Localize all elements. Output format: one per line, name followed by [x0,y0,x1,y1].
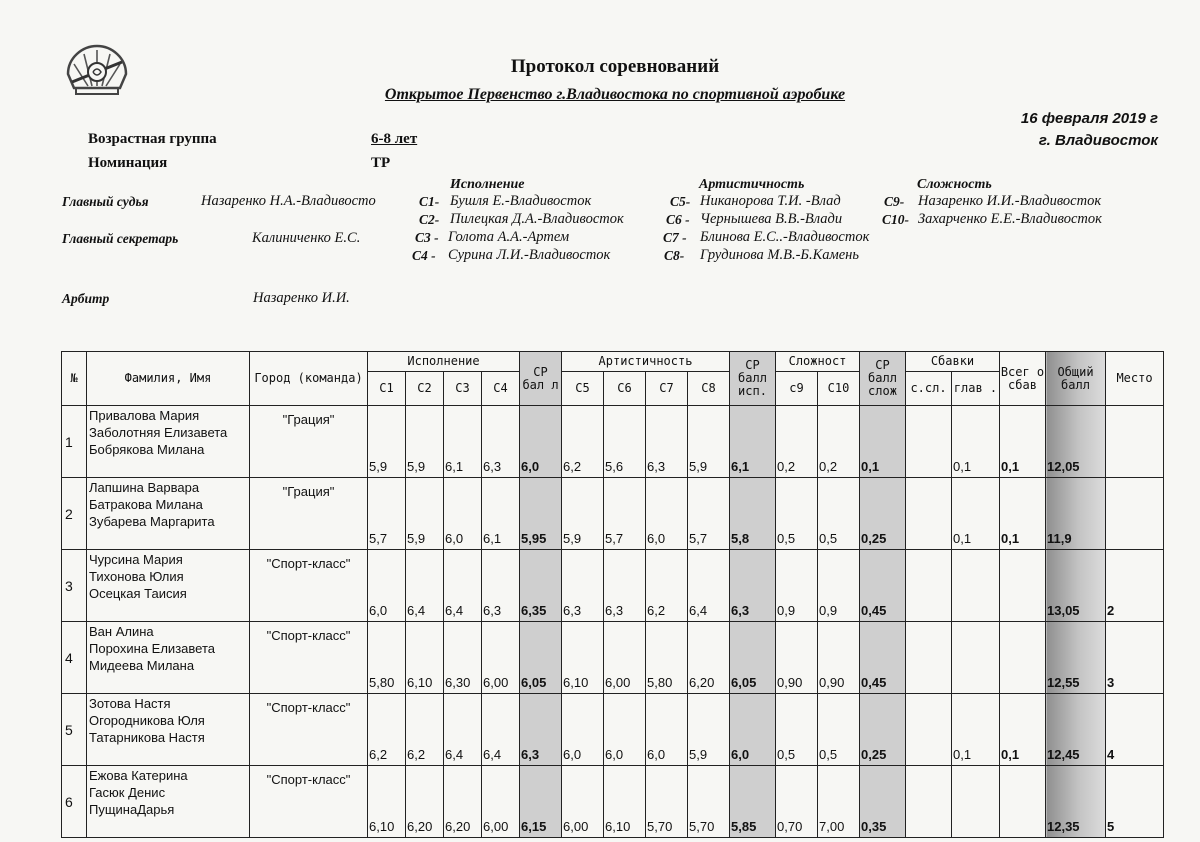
score-c5: 6,3 [562,550,604,622]
participant-names [87,622,250,694]
score-c2: 5,9 [406,478,444,550]
sr-difficulty: 0,35 [860,766,906,838]
participant-name: Батракова Милана [89,497,203,512]
page-title: Протокол соревнований [510,56,720,77]
judge-code-c7: C7 - [663,230,687,245]
judge-code-c1: C1- [419,194,440,209]
score-c4: 6,4 [482,694,520,766]
deduction-sj [906,766,952,838]
deduction-sj [906,406,952,478]
score-c3: 6,4 [444,694,482,766]
participant-names [87,406,250,478]
header-sr-artistry: СР балл исп. [730,352,776,406]
header-c4: C4 [482,372,520,406]
score-c7: 5,70 [646,766,688,838]
header-ded-main: глав . [952,372,1000,406]
header-total-deductions: Всег о сбав [1000,352,1046,406]
score-c7: 6,2 [646,550,688,622]
team-name: "Грация" [250,406,368,478]
sr-artistry: 6,1 [730,406,776,478]
judge-code-c5: C5- [670,194,691,209]
participant-name: Осецкая Таисия [89,586,187,601]
table-row [62,766,1164,838]
judge-name-c9: Назаренко И.И.-Владивосток [918,193,1102,209]
score-c10: 0,9 [818,550,860,622]
judge-code-c9: C9- [884,194,905,209]
place [1106,406,1164,478]
nomination-label: Номинация [88,155,168,171]
score-c5: 6,00 [562,766,604,838]
score-c5: 6,2 [562,406,604,478]
score-c3: 6,20 [444,766,482,838]
chief-secretary-value: Калиниченко Е.С. [252,230,361,246]
score-c4: 6,1 [482,478,520,550]
participant-name: Бобрякова Милана [89,442,205,457]
judge-name-c6: Чернышева В.В.-Влади [700,211,843,227]
team-name: "Спорт-класс" [250,694,368,766]
score-c9: 0,5 [776,694,818,766]
header-c10: C10 [818,372,860,406]
score-c5: 6,10 [562,622,604,694]
judge-name-c7: Блинова Е.С..-Владивосток [700,229,870,245]
score-c2: 6,10 [406,622,444,694]
participant-name: Мидеева Милана [89,658,195,673]
sr-execution: 6,3 [520,694,562,766]
participant-name: Порохина Елизавета [89,641,215,656]
participant-name: Чурсина Мария [89,552,183,567]
overall-score: 12,45 [1046,694,1106,766]
deduction-total: 0,1 [1000,694,1046,766]
deduction-sj [906,478,952,550]
judge-code-c10: C10- [882,212,909,227]
header-name: Фамилия, Имя [87,352,250,406]
judge-name-c2: Пилецкая Д.А.-Владивосток [450,211,624,227]
header-sr-execution: СР бал л [520,352,562,406]
place: 4 [1106,694,1164,766]
arbiter-value: Назаренко И.И. [253,290,350,306]
place: 2 [1106,550,1164,622]
header-overall: Общий балл [1046,352,1106,406]
header-team: Город (команда) [250,352,368,406]
judge-name-c1: Бушля Е.-Владивосток [450,193,592,209]
team-name: "Спорт-класс" [250,550,368,622]
deduction-sj [906,550,952,622]
score-c6: 6,3 [604,550,646,622]
event-city: г. Владивосток [1038,132,1158,149]
sr-artistry: 6,0 [730,694,776,766]
age-group-value: 6-8 лет [371,131,418,147]
participant-name: Ван Алина [89,624,154,639]
sr-execution: 5,95 [520,478,562,550]
score-c10: 0,5 [818,694,860,766]
participant-name: Зотова Настя [89,696,171,711]
sr-difficulty: 0,25 [860,694,906,766]
score-c9: 0,9 [776,550,818,622]
score-c1: 6,10 [368,766,406,838]
header-c3: C3 [444,372,482,406]
row-number: 5 [62,694,87,766]
sr-artistry: 5,8 [730,478,776,550]
deduction-total [1000,766,1046,838]
table-row [62,406,1164,478]
row-number: 6 [62,766,87,838]
participant-names [87,550,250,622]
header-execution: Исполнение [368,352,520,372]
participant-name: Лапшина Варвара [89,480,200,495]
judge-name-c3: Голота А.А.-Артем [448,229,570,245]
table-row [62,694,1164,766]
score-c7: 5,80 [646,622,688,694]
participant-name: Зубарева Маргарита [89,514,215,529]
header-c8: C8 [688,372,730,406]
competition-subtitle: Открытое Первенство г.Владивостока по спортивной аэробике [384,86,846,103]
score-c4: 6,00 [482,766,520,838]
row-number: 1 [62,406,87,478]
team-name: "Грация" [250,478,368,550]
score-c4: 6,3 [482,550,520,622]
score-c2: 5,9 [406,406,444,478]
judge-code-c8: C8- [664,248,685,263]
place: 5 [1106,766,1164,838]
score-c8: 6,4 [688,550,730,622]
header-c9: с9 [776,372,818,406]
row-number: 4 [62,622,87,694]
artistry-heading: Артистичность [699,177,805,192]
score-c1: 5,9 [368,406,406,478]
score-c2: 6,20 [406,766,444,838]
judge-code-c4: C4 - [412,248,436,263]
judge-name-c8: Грудинова М.В.-Б.Камень [700,247,859,263]
results-table [61,351,1164,838]
deduction-main [952,622,1000,694]
chief-judge-value: Назаренко Н.А.-Владивосто [201,193,376,209]
row-number: 3 [62,550,87,622]
sr-difficulty: 0,45 [860,622,906,694]
participant-name: Огородникова Юля [89,713,205,728]
sr-artistry: 6,05 [730,622,776,694]
score-c2: 6,2 [406,694,444,766]
header-c5: C5 [562,372,604,406]
sr-execution: 6,15 [520,766,562,838]
score-c1: 6,2 [368,694,406,766]
participant-name: Тихонова Юлия [89,569,184,584]
participant-names [87,766,250,838]
score-c7: 6,0 [646,478,688,550]
score-c3: 6,4 [444,550,482,622]
team-name: "Спорт-класс" [250,766,368,838]
score-c8: 5,7 [688,478,730,550]
score-c3: 6,1 [444,406,482,478]
score-c9: 0,70 [776,766,818,838]
deduction-main: 0,1 [952,694,1000,766]
score-c9: 0,90 [776,622,818,694]
score-c6: 5,6 [604,406,646,478]
sr-execution: 6,05 [520,622,562,694]
score-c8: 5,70 [688,766,730,838]
score-c8: 5,9 [688,406,730,478]
score-c6: 6,10 [604,766,646,838]
deduction-total: 0,1 [1000,478,1046,550]
execution-heading: Исполнение [450,177,525,192]
overall-score: 12,35 [1046,766,1106,838]
table-row [62,478,1164,550]
overall-score: 11,9 [1046,478,1106,550]
score-c9: 0,2 [776,406,818,478]
deduction-total [1000,622,1046,694]
sr-artistry: 6,3 [730,550,776,622]
score-c3: 6,0 [444,478,482,550]
overall-score: 13,05 [1046,550,1106,622]
score-c6: 6,0 [604,694,646,766]
sr-artistry: 5,85 [730,766,776,838]
deduction-main: 0,1 [952,406,1000,478]
score-c1: 5,80 [368,622,406,694]
deduction-total [1000,550,1046,622]
header-artistry: Артистичность [562,352,730,372]
header-difficulty: Сложност [776,352,860,372]
header-sr-difficulty: СР балл слож [860,352,906,406]
overall-score: 12,55 [1046,622,1106,694]
deduction-main [952,550,1000,622]
participant-names [87,478,250,550]
deduction-sj [906,694,952,766]
score-c4: 6,00 [482,622,520,694]
score-c6: 6,00 [604,622,646,694]
judge-code-c2: C2- [419,212,440,227]
judge-name-c4: Сурина Л.И.-Владивосток [448,247,611,263]
participant-name: Привалова Мария [89,408,200,423]
score-c10: 0,2 [818,406,860,478]
header-c6: C6 [604,372,646,406]
team-name: "Спорт-класс" [250,622,368,694]
participant-name: Татарникова Настя [89,730,205,745]
sr-execution: 6,0 [520,406,562,478]
chief-secretary-label: Главный секретарь [62,231,179,246]
place [1106,478,1164,550]
header-ded-sj: с.сл. [906,372,952,406]
score-c1: 5,7 [368,478,406,550]
header-deductions: Сбавки [906,352,1000,372]
deduction-total: 0,1 [1000,406,1046,478]
score-c5: 6,0 [562,694,604,766]
arbiter-label: Арбитр [62,291,110,306]
table-row [62,550,1164,622]
difficulty-heading: Сложность [917,177,992,192]
score-c10: 0,5 [818,478,860,550]
event-date: 16 февраля 2019 г [1020,110,1158,127]
judge-name-c10: Захарченко Е.Е.-Владивосток [918,211,1102,227]
participant-names [87,694,250,766]
score-c10: 0,90 [818,622,860,694]
table-row [62,622,1164,694]
participant-name: Заболотняя Елизавета [89,425,228,440]
judge-name-c5: Никанорова Т.И. -Влад [700,193,841,209]
header-c7: C7 [646,372,688,406]
participant-name: ПущинаДарья [89,802,175,817]
overall-score: 12,05 [1046,406,1106,478]
score-c2: 6,4 [406,550,444,622]
sr-difficulty: 0,45 [860,550,906,622]
judge-code-c3: C3 - [415,230,439,245]
age-group-label: Возрастная группа [88,131,217,147]
judge-code-c6: C6 - [666,212,690,227]
score-c3: 6,30 [444,622,482,694]
score-c10: 7,00 [818,766,860,838]
chief-judge-label: Главный судья [62,194,149,209]
score-c1: 6,0 [368,550,406,622]
score-c6: 5,7 [604,478,646,550]
header-c1: C1 [368,372,406,406]
score-c7: 6,0 [646,694,688,766]
score-c9: 0,5 [776,478,818,550]
header-c2: C2 [406,372,444,406]
header-no: № [62,352,87,406]
place: 3 [1106,622,1164,694]
score-c8: 5,9 [688,694,730,766]
participant-name: Ежова Катерина [89,768,188,783]
sr-difficulty: 0,25 [860,478,906,550]
sr-difficulty: 0,1 [860,406,906,478]
deduction-main: 0,1 [952,478,1000,550]
header-place: Место [1106,352,1164,406]
deduction-main [952,766,1000,838]
nomination-value: ТР [371,155,391,171]
participant-name: Гасюк Денис [89,785,166,800]
score-c7: 6,3 [646,406,688,478]
deduction-sj [906,622,952,694]
row-number: 2 [62,478,87,550]
score-c8: 6,20 [688,622,730,694]
score-c4: 6,3 [482,406,520,478]
score-c5: 5,9 [562,478,604,550]
sr-execution: 6,35 [520,550,562,622]
